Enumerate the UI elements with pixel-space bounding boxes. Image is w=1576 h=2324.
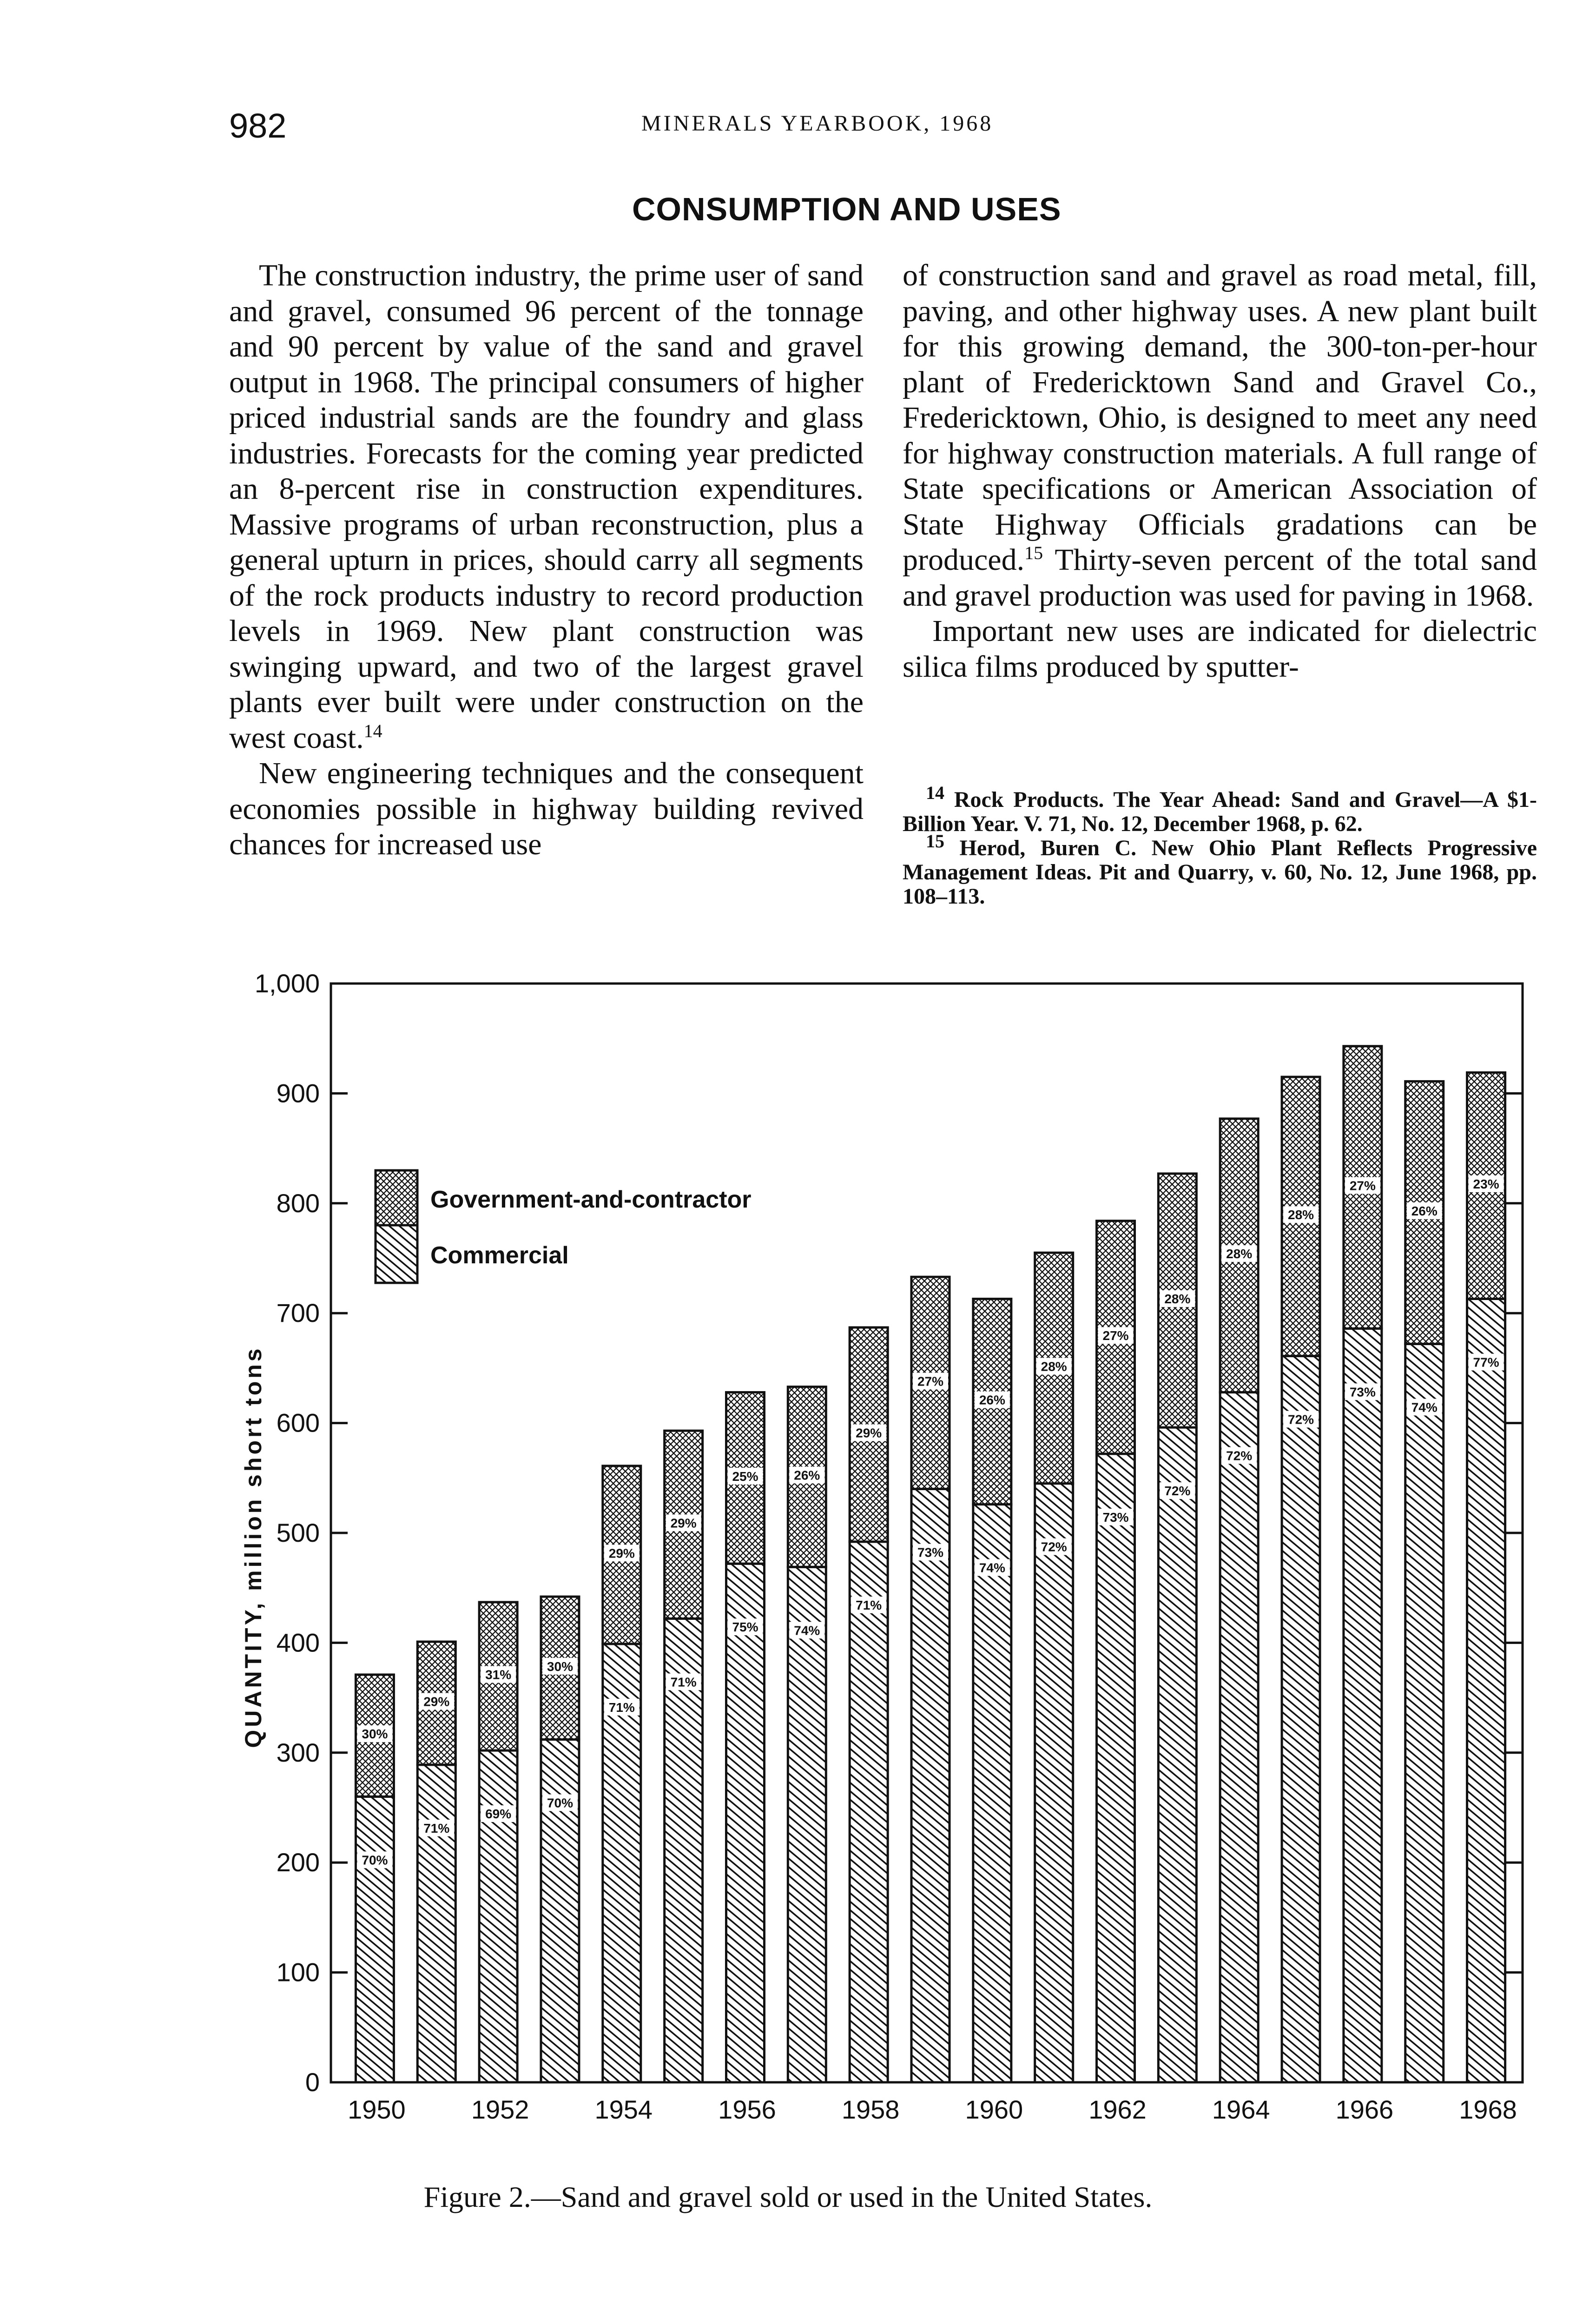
data-label-government: 29% <box>856 1426 882 1440</box>
data-label-commercial: 70% <box>362 1853 388 1868</box>
bar-commercial <box>850 1542 888 2082</box>
y-tick-label: 200 <box>276 1848 320 1877</box>
y-tick-label: 400 <box>276 1628 320 1657</box>
data-label-government: 30% <box>362 1727 388 1742</box>
x-tick-label: 1958 <box>841 2095 900 2124</box>
running-head: MINERALS YEARBOOK, 1968 <box>641 111 994 136</box>
bar-commercial <box>1467 1299 1505 2082</box>
x-tick-label: 1950 <box>348 2095 406 2124</box>
data-label-commercial: 72% <box>1288 1412 1314 1427</box>
figure-caption: Figure 2.—Sand and gravel sold or used in the United States. <box>423 2180 1153 2213</box>
x-tick-label: 1956 <box>718 2095 776 2124</box>
bar-commercial <box>541 1739 579 2082</box>
footnote: $^{14}$ Rock Products. The Year Ahead: Sand and Gravel—A $1-Billion Year. V. 71, No. 12, December 1968, p. 62. <box>903 782 1537 836</box>
data-label-government: 26% <box>794 1468 820 1483</box>
y-tick-label: 100 <box>276 1957 320 1987</box>
data-label-government: 28% <box>1288 1208 1314 1222</box>
data-label-government: 27% <box>1102 1328 1129 1343</box>
footnote-ref[interactable]: 14 <box>363 720 382 741</box>
data-label-commercial: 72% <box>1041 1539 1067 1554</box>
bar-commercial <box>1158 1427 1196 2082</box>
data-label-government: 23% <box>1473 1176 1499 1191</box>
x-tick-label: 1962 <box>1088 2095 1147 2124</box>
data-label-commercial: 77% <box>1473 1355 1499 1370</box>
data-label-government: 29% <box>670 1516 697 1531</box>
bar-commercial <box>1282 1356 1320 2082</box>
data-label-commercial: 69% <box>485 1807 512 1822</box>
y-tick-label: 300 <box>276 1737 320 1767</box>
bar-commercial <box>788 1567 826 2082</box>
data-label-commercial: 74% <box>794 1623 820 1638</box>
x-tick-label: 1960 <box>965 2095 1023 2124</box>
x-tick-label: 1968 <box>1459 2095 1517 2124</box>
data-label-commercial: 70% <box>547 1796 573 1810</box>
data-label-commercial: 73% <box>1102 1510 1129 1525</box>
data-label-government: 30% <box>547 1659 573 1674</box>
data-label-commercial: 71% <box>608 1700 635 1715</box>
data-label-commercial: 73% <box>917 1545 944 1560</box>
bar-commercial <box>1405 1344 1444 2082</box>
paragraph: Important new uses are indicated for dielectric silica films produced by sputter- <box>903 614 1537 684</box>
data-label-commercial: 75% <box>732 1620 758 1635</box>
legend-swatch-commercial <box>376 1225 417 1283</box>
bar-commercial <box>1097 1454 1135 2082</box>
y-tick-label: 0 <box>305 2067 320 2097</box>
y-tick-label: 900 <box>276 1078 320 1108</box>
bar-commercial <box>356 1796 394 2082</box>
y-tick-label: 500 <box>276 1518 320 1547</box>
data-label-government: 28% <box>1226 1247 1253 1261</box>
legend-label-government: Government-and-contractor <box>430 1186 752 1213</box>
legend <box>376 1170 752 1283</box>
paragraph: New engineering techniques and the consequent economies possible in highway building revived chances for increased use <box>229 756 864 861</box>
legend-swatch-government <box>376 1170 417 1225</box>
y-axis-label: QUANTITY, million short tons <box>240 1346 266 1748</box>
left-column <box>229 258 864 863</box>
data-label-government: 28% <box>1164 1292 1191 1307</box>
bar-chart <box>0 953 1576 2161</box>
right-column <box>903 258 1537 685</box>
bar-commercial <box>1220 1392 1258 2082</box>
data-label-government: 27% <box>917 1374 944 1389</box>
x-tick-label: 1952 <box>471 2095 529 2124</box>
bar-commercial <box>1035 1484 1073 2082</box>
data-label-commercial: 71% <box>423 1821 450 1835</box>
bar-commercial <box>726 1564 764 2082</box>
x-tick-label: 1966 <box>1335 2095 1394 2124</box>
section-title: CONSUMPTION AND USES <box>632 191 1062 227</box>
data-label-government: 29% <box>423 1694 450 1709</box>
paragraph: The construction industry, the prime user of sand and gravel, consumed 96 percent of the tonnage and 90 percent by value of the sand and gravel output in 1968. The principal consumers of higher priced industrial sands are the foundry and glass industries. Forecasts for the coming year predicted an 8-percent rise in construction expenditures. Massive programs of urban reconstruction, plus a general upturn in prices, should carry all segments of the rock products industry to record production levels in 1969. New plant construction was swinging upward, and two of the largest gravel plants ever built were under construction on the west coast.$^{14}$ <box>229 258 864 755</box>
bar-commercial <box>911 1489 950 2082</box>
data-label-commercial: 71% <box>856 1598 882 1612</box>
data-label-government: 26% <box>1411 1203 1438 1218</box>
data-label-government: 26% <box>979 1393 1005 1407</box>
data-label-government: 28% <box>1041 1359 1067 1374</box>
paragraph: of construction sand and gravel as road metal, fill, paving, and other highway uses. A new plant built for this growing demand, the 300-ton-per-hour plant of Fredericktown Sand and Gravel Co., Fredericktown, Ohio, is designed to meet any need for highway construction materials. A full range of State specifications or American Association of State Highway Officials gradations can be produced.$^{15}$ Thirty-seven percent of the total sand and gravel production was used for paving in 1968. <box>903 258 1537 613</box>
bar-commercial <box>479 1750 517 2082</box>
data-label-commercial: 74% <box>1411 1400 1438 1415</box>
x-axis <box>348 2095 1517 2124</box>
y-tick-label: 800 <box>276 1188 320 1218</box>
y-tick-label: 1,000 <box>254 969 320 998</box>
data-label-government: 31% <box>485 1667 512 1682</box>
data-label-government: 25% <box>732 1469 758 1484</box>
page-number: 982 <box>229 106 287 145</box>
data-label-commercial: 74% <box>979 1560 1005 1575</box>
footnote-ref[interactable]: 15 <box>1024 542 1043 563</box>
legend-label-commercial: Commercial <box>430 1242 569 1269</box>
data-label-government: 27% <box>1349 1178 1376 1193</box>
bar-commercial <box>973 1505 1011 2082</box>
data-label-commercial: 71% <box>670 1675 697 1690</box>
bar-commercial <box>1344 1328 1382 2082</box>
y-tick-label: 700 <box>276 1298 320 1328</box>
data-label-commercial: 72% <box>1164 1484 1191 1499</box>
data-label-commercial: 72% <box>1226 1448 1253 1463</box>
data-label-government: 29% <box>608 1546 635 1561</box>
footnote: $^{15}$ Herod, Buren C. New Ohio Plant Reflects Progressive Management Ideas. Pit and Quarry, v. 60, No. 12, June 1968, pp. 108–113. <box>903 831 1537 909</box>
y-tick-label: 600 <box>276 1408 320 1438</box>
x-tick-label: 1954 <box>594 2095 653 2124</box>
x-tick-label: 1964 <box>1212 2095 1270 2124</box>
bar-commercial <box>417 1765 455 2082</box>
data-label-commercial: 73% <box>1349 1385 1376 1400</box>
footnotes <box>903 782 1537 909</box>
